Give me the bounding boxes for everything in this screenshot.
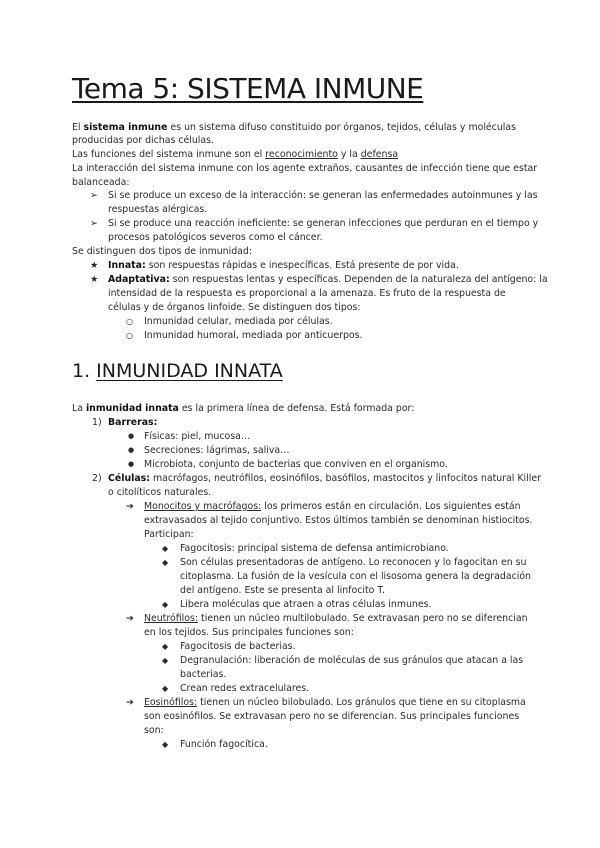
page-title: Tema 5: SISTEMA INMUNE bbox=[72, 72, 424, 105]
type-adaptativa-line-3: células y de órganos linfoide. Se distinguen dos tipos: bbox=[108, 302, 361, 313]
intro-line-3 bbox=[72, 148, 398, 161]
monocitos-presentadoras-2: citoplasma. La fusión de la vesícula con el lisosoma genera la degradación bbox=[180, 571, 531, 582]
text: Las funciones del sistema inmune son el bbox=[72, 149, 266, 160]
right-arrow-icon: ➔ bbox=[126, 501, 134, 512]
monocitos-line-3: Participan: bbox=[144, 529, 194, 540]
innata-intro bbox=[72, 402, 414, 415]
right-arrow-icon: ➔ bbox=[126, 613, 134, 624]
intro-line-6: Se distinguen dos tipos de inmunidad: bbox=[72, 246, 252, 257]
diamond-bullet-icon: ◆ bbox=[162, 740, 169, 749]
bold-term: inmunidad innata bbox=[85, 403, 179, 414]
eosinofilos-fagocitica: Función fagocítica. bbox=[180, 739, 268, 750]
section-number: 1. bbox=[72, 360, 97, 382]
star-bullet-icon: ★ bbox=[90, 260, 99, 271]
diamond-bullet-icon: ◆ bbox=[162, 600, 169, 609]
intro-line-5: balanceada: bbox=[72, 177, 130, 188]
right-arrow-icon: ➔ bbox=[126, 697, 134, 708]
diamond-bullet-icon: ◆ bbox=[162, 642, 169, 651]
text: es la primera línea de defensa. Está formada por: bbox=[178, 403, 415, 414]
barrera-microbiota: Microbiota, conjunto de bacterias que conviven en el organismo. bbox=[144, 459, 448, 470]
text: es un sistema difuso constituido por órganos, tejidos, células y moléculas bbox=[167, 122, 517, 133]
list-number: 1) bbox=[92, 417, 102, 428]
neutrofilos-degranulacion-1: Degranulación: liberación de moléculas de sus gránulos que atacan a las bbox=[180, 655, 524, 666]
type-adaptativa bbox=[108, 273, 548, 286]
eosinofilos-line-2: son eosinófilos. Se extravasan pero no se diferencian. Sus principales funciones bbox=[144, 711, 520, 722]
subtype-humoral: Inmunidad humoral, mediada por anticuerpos. bbox=[144, 330, 363, 341]
type-adaptativa-line-2: intensidad de la respuesta es proporcional a la amenaza. Es fruto de la respuesta de bbox=[108, 288, 506, 299]
bold-term: Adaptativa: bbox=[108, 274, 170, 285]
text: El bbox=[72, 122, 84, 133]
bold-term: Barreras: bbox=[108, 417, 158, 428]
monocitos-presentadoras-1: Son células presentadoras de antígeno. Lo reconocen y lo fagocitan en su bbox=[180, 557, 527, 568]
circle-bullet-icon: ○ bbox=[126, 317, 133, 326]
intro-line-4: La interacción del sistema inmune con los agente extraños, causantes de infección tiene que estar bbox=[72, 163, 538, 174]
monocitos-presentadoras-3: del antígeno. Este se presenta al linfocito T. bbox=[180, 585, 385, 596]
bold-term: Células: bbox=[108, 473, 150, 484]
circle-bullet-icon: ○ bbox=[126, 331, 133, 340]
bold-term: Innata: bbox=[108, 260, 146, 271]
underlined-term: Eosinófilos: bbox=[144, 697, 198, 708]
monocitos-line-1 bbox=[144, 500, 521, 513]
diamond-bullet-icon: ◆ bbox=[162, 684, 169, 693]
bullet-1-line-2: respuestas alérgicas. bbox=[108, 204, 208, 215]
text: La bbox=[72, 403, 86, 414]
dot-bullet-icon: ● bbox=[128, 432, 135, 440]
monocitos-libera: Libera moléculas que atraen a otras células inmunes. bbox=[180, 599, 432, 610]
neutrofilos-line-1 bbox=[144, 612, 528, 625]
diamond-bullet-icon: ◆ bbox=[162, 656, 169, 665]
dot-bullet-icon: ● bbox=[128, 446, 135, 454]
text: tienen un núcleo bilobulado. Los gránulos que tiene en su citoplasma bbox=[197, 697, 526, 708]
bold-term: sistema inmune bbox=[83, 122, 168, 133]
text: y la bbox=[337, 149, 361, 160]
dot-bullet-icon: ● bbox=[128, 460, 135, 468]
underlined-term: defensa bbox=[360, 149, 399, 160]
section-heading bbox=[72, 360, 283, 382]
arrow-bullet-icon: ➢ bbox=[90, 190, 98, 201]
list-number: 2) bbox=[92, 473, 102, 484]
diamond-bullet-icon: ◆ bbox=[162, 558, 169, 567]
monocitos-fagocitosis: Fagocitosis: principal sistema de defensa antimicrobiano. bbox=[180, 543, 449, 554]
barreras-label bbox=[108, 416, 157, 429]
barrera-secreciones: Secreciones: lágrimas, saliva… bbox=[144, 445, 290, 456]
bullet-2-line-2: procesos patológicos severos como el cáncer. bbox=[108, 232, 323, 243]
arrow-bullet-icon: ➢ bbox=[90, 218, 98, 229]
neutrofilos-line-2: en los tejidos. Sus principales funciones son: bbox=[144, 627, 354, 638]
underlined-term: Neutrófilos: bbox=[144, 613, 199, 624]
section-title: INMUNIDAD INNATA bbox=[96, 360, 283, 382]
neutrofilos-fagocitosis: Fagocitosis de bacterias. bbox=[180, 641, 296, 652]
star-bullet-icon: ★ bbox=[90, 274, 99, 285]
neutrofilos-redes: Crean redes extracelulares. bbox=[180, 683, 310, 694]
eosinofilos-line-1 bbox=[144, 696, 526, 709]
text: los primeros están en circulación. Los siguientes están bbox=[261, 501, 521, 512]
text: son respuestas lentas y específicas. Dependen de la naturaleza del antígeno: la bbox=[169, 274, 548, 285]
underlined-term: Monocitos y macrófagos: bbox=[144, 501, 262, 512]
bullet-2-line-1: Si se produce una reacción ineficiente: se generan infecciones que perduran en el tiempo y bbox=[108, 218, 539, 229]
eosinofilos-line-3: son: bbox=[144, 725, 164, 736]
subtype-celular: Inmunidad celular, mediada por células. bbox=[144, 316, 333, 327]
neutrofilos-degranulacion-2: bacterias. bbox=[180, 669, 227, 680]
underlined-term: reconocimiento bbox=[265, 149, 338, 160]
intro-line-1 bbox=[72, 121, 516, 134]
text: son respuestas rápidas e inespecíficas. Está presente de por vida. bbox=[145, 260, 459, 271]
intro-line-2: producidas por dichas células. bbox=[72, 135, 215, 146]
barrera-fisicas: Físicas: piel, mucosa… bbox=[144, 431, 251, 442]
celulas-line-2: o citolíticos naturales. bbox=[108, 487, 212, 498]
celulas-line-1 bbox=[108, 472, 541, 485]
text: tienen un núcleo multilobulado. Se extravasan pero no se diferencian bbox=[198, 613, 528, 624]
text: macrófagos, neutrófilos, eosinófilos, basófilos, mastocitos y linfocitos natural Killer bbox=[150, 473, 541, 484]
diamond-bullet-icon: ◆ bbox=[162, 544, 169, 553]
bullet-1-line-1: Si se produce un exceso de la interacción: se generan las enfermedades autoinmunes y las bbox=[108, 190, 538, 201]
monocitos-line-2: extravasados al tejido conjuntivo. Estos últimos también se denominan histiocitos. bbox=[144, 515, 533, 526]
type-innata bbox=[108, 259, 459, 272]
